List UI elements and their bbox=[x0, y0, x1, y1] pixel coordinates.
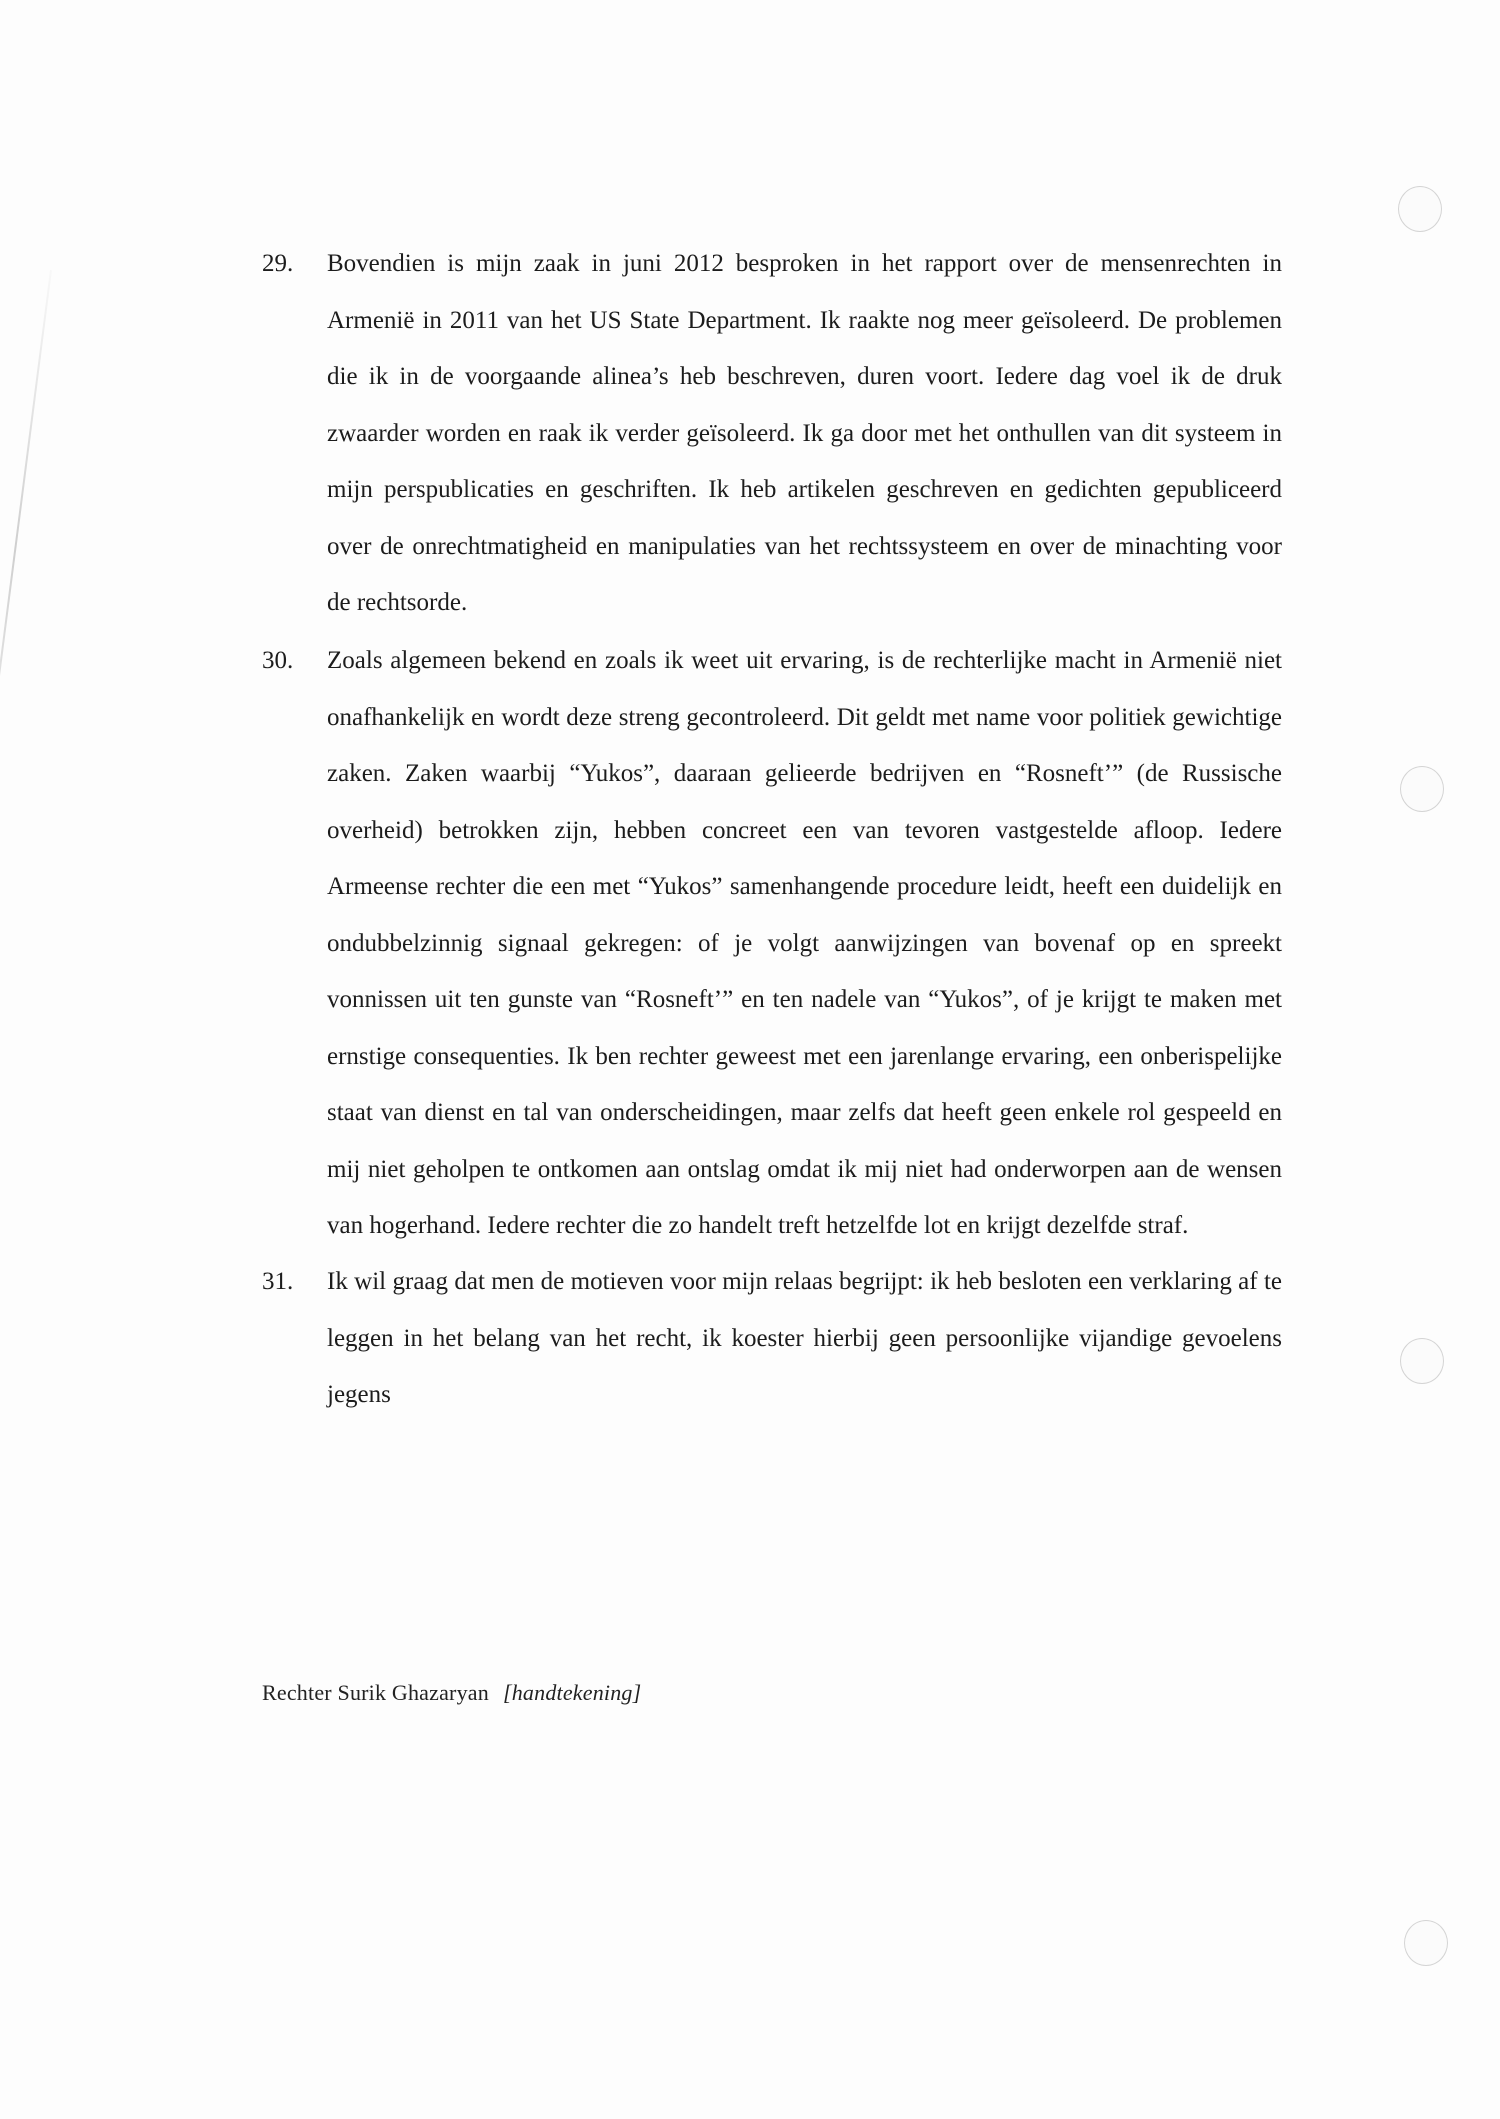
punch-hole bbox=[1400, 1338, 1444, 1384]
paragraph-text: Bovendien is mijn zaak in juni 2012 besproken in het rapport over de mensenrechten in Armenië in 2011 van het US State Department. Ik raakte nog meer geïsoleerd. De problemen die ik in de voorgaande alinea’s heb beschreven, duren voort. Iedere dag voel ik de druk zwaarder worden en raak ik verder geïsoleerd. Ik ga door met het onthullen van dit systeem in mijn perspublicaties en geschriften. Ik heb artikelen geschreven en gedichten gepubliceerd over de onrechtmatigheid en manipulaties van het rechtssysteem en over de minachting voor de rechtsorde. bbox=[327, 250, 1282, 616]
paragraph-number: 29. bbox=[262, 250, 294, 277]
paragraph-text: Zoals algemeen bekend en zoals ik weet uit ervaring, is de rechterlijke macht in Armenië niet onafhankelijk en wordt deze streng gecontroleerd. Dit geldt met name voor politiek gewichtige zaken. Zaken waarbij “Yukos”, daaraan gelieerde bedrijven en “Rosneft’” (de Russische overheid) betrokken zijn, hebben concreet een van tevoren vastgestelde afloop. Iedere Armeense rechter die een met “Yukos” samenhangende procedure leidt, heeft een duidelijk en ondubbelzinnig signaal gekregen: of je volgt aanwijzingen van bovenaf op en spreekt vonnissen uit ten gunste van “Rosneft’” en ten nadele van “Yukos”, of je krijgt te maken met ernstige consequenties. Ik ben rechter geweest met een jarenlange ervaring, een onberispelijke staat van dienst en tal van onderscheidingen, maar zelfs dat heeft geen enkele rol gespeeld en mij niet geholpen te ontkomen aan ontslag omdat ik mij niet had onderworpen aan de wensen van hogerhand. Iedere rechter die zo handelt treft hetzelfde lot en krijgt dezelfde straf. bbox=[327, 647, 1282, 1239]
paragraph-number: 31. bbox=[262, 1268, 294, 1295]
signature-line bbox=[262, 1680, 641, 1706]
paragraph-number: 30. bbox=[262, 647, 294, 674]
punch-hole bbox=[1398, 186, 1442, 232]
signature-note: [handtekening] bbox=[502, 1680, 642, 1705]
scan-streak bbox=[0, 270, 52, 826]
punch-hole bbox=[1404, 1920, 1448, 1966]
signatory-name: Rechter Surik Ghazaryan bbox=[262, 1680, 489, 1705]
punch-hole bbox=[1400, 766, 1444, 812]
paragraph-text: Ik wil graag dat men de motieven voor mijn relaas begrijpt: ik heb besloten een verklaring af te leggen in het belang van het recht, ik koester hierbij geen persoonlijke vijandige gevoelens jegens bbox=[327, 1268, 1282, 1408]
